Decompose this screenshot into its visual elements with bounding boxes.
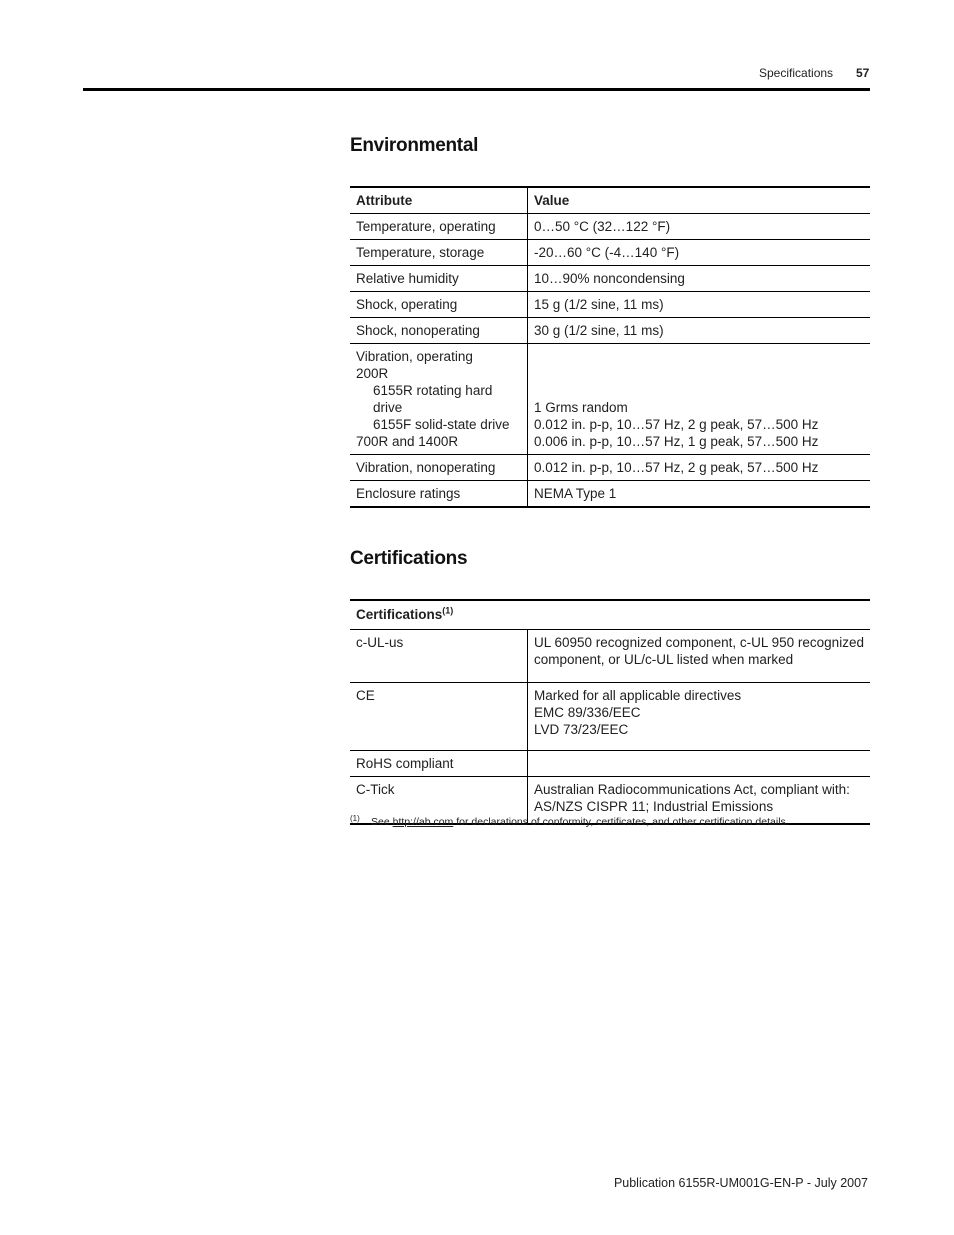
value-cell: -20…60 °C (-4…140 °F) — [528, 240, 871, 266]
value-cell: 15 g (1/2 sine, 11 ms) — [528, 292, 871, 318]
vibration-solid-state: 6155F solid-state drive — [373, 416, 510, 432]
attribute-cell: Shock, nonoperating — [350, 318, 528, 344]
table-row — [350, 683, 870, 751]
footnote-text: for declarations of conformity, certificates, and other certification details. — [456, 816, 789, 828]
column-header-attribute: Attribute — [350, 187, 528, 214]
table-row — [350, 266, 870, 292]
attribute-cell: C-Tick — [350, 777, 528, 825]
value-cell: 30 g (1/2 sine, 11 ms) — [528, 318, 871, 344]
vibration-model-700r: 700R and 1400R — [356, 433, 459, 449]
value-cell — [528, 630, 871, 683]
value-cell: 10…90% noncondensing — [528, 266, 871, 292]
table-row — [350, 455, 870, 481]
header-rule — [83, 88, 870, 91]
table-row — [350, 481, 870, 508]
attribute-cell: Relative humidity — [350, 266, 528, 292]
running-header-section: Specifications — [759, 66, 834, 80]
column-header-certifications — [350, 600, 870, 630]
table-header-row — [350, 187, 870, 214]
certifications-header-text: Certifications — [356, 607, 443, 622]
table-row — [350, 630, 870, 683]
vibration-value-solid-state: 0.012 in. p-p, 10…57 Hz, 2 g peak, 57…500 Hz — [534, 416, 819, 432]
table-row — [350, 240, 870, 266]
vibration-hard-drive: 6155R rotating hard drive — [373, 382, 493, 415]
vibration-value-700r: 0.006 in. p-p, 10…57 Hz, 1 g peak, 57…500 Hz — [534, 433, 819, 449]
value-cell — [528, 751, 871, 777]
attribute-cell: Shock, operating — [350, 292, 528, 318]
value-line: EMC 89/336/EEC — [534, 704, 641, 720]
table-row-vibration — [350, 344, 870, 455]
value-line: Australian Radiocommunications Act, compliant with: — [534, 781, 850, 797]
footnote-link[interactable]: http://ab.com — [392, 816, 454, 828]
value-cell — [528, 683, 871, 751]
footnote-reference: (1) — [442, 605, 454, 616]
attribute-cell: Temperature, operating — [350, 214, 528, 240]
attribute-cell: Enclosure ratings — [350, 481, 528, 508]
page-number: 57 — [856, 66, 870, 80]
attribute-cell: c-UL-us — [350, 630, 528, 683]
table-row — [350, 318, 870, 344]
certifications-table — [350, 599, 870, 825]
attribute-cell: RoHS compliant — [350, 751, 528, 777]
value-line: component, or UL/c-UL listed when marked — [534, 651, 794, 667]
publication-footer: Publication 6155R-UM001G-EN-P - July 2007 — [613, 1176, 868, 1190]
table-header-row — [350, 600, 870, 630]
value-cell — [528, 344, 871, 455]
vibration-attr: Vibration, operating — [356, 348, 473, 364]
footnote-mark: (1) — [350, 814, 360, 823]
environmental-heading: Environmental — [350, 135, 479, 156]
attribute-cell: Vibration, nonoperating — [350, 455, 528, 481]
attribute-cell: Temperature, storage — [350, 240, 528, 266]
value-line: AS/NZS CISPR 11; Industrial Emissions — [534, 798, 774, 814]
vibration-model-200r: 200R — [356, 365, 389, 381]
footnote-see: See — [371, 816, 390, 828]
value-cell: 0…50 °C (32…122 °F) — [528, 214, 871, 240]
value-line: Marked for all applicable directives — [534, 687, 742, 703]
environmental-table — [350, 186, 870, 508]
column-header-value: Value — [534, 192, 570, 208]
value-cell: 0.012 in. p-p, 10…57 Hz, 2 g peak, 57…500 Hz — [528, 455, 871, 481]
value-line: LVD 73/23/EEC — [534, 721, 629, 737]
value-line: UL 60950 recognized component, c-UL 950 recognized — [534, 634, 864, 650]
value-cell: NEMA Type 1 — [528, 481, 871, 508]
table-row — [350, 751, 870, 777]
attribute-cell: CE — [350, 683, 528, 751]
certifications-heading: Certifications — [350, 548, 468, 569]
attribute-cell — [350, 344, 528, 455]
vibration-value-hard-drive: 1 Grms random — [534, 399, 628, 415]
table-row — [350, 292, 870, 318]
table-row — [350, 214, 870, 240]
